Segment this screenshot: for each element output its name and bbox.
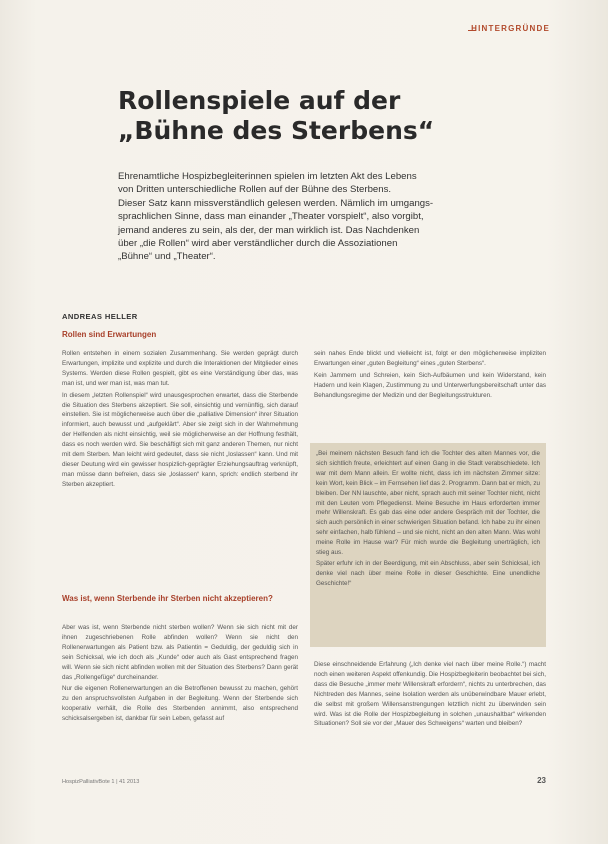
lead-line: „Bühne“ und „Theater“. — [118, 251, 216, 263]
column-2b-text — [314, 660, 546, 731]
quote-paragraph: „Bei meinem nächsten Besuch fand ich die Tochter des alten Mannes vor, die sich sichtlich freute, erleichtert auf einen Gang in die Stadt verabschiedete. Ich war mit dem Mann allein. Er wollte nicht, dass ich im nächsten Zimmer sitze: kein Wort, kein Blick – im Fernsehen lief das 2. Programm. Dann bat er mich, zu bleiben. Der NN lauschte, aber nicht, sprach auch mit seiner Tochter nicht, nicht mit den Leuten vom Pflegedienst. Meine Besuche im Haus erforderten immer mehr Willenskraft. Es gab das eine oder andere Gespräch mit der Tochter, die sich auch persönlich in einer schwierigen Situation befand. Ich habe zu ihr einen sehr einfachen, halb fühlend – und sie nicht, nicht an den alten Mann. Was wohl meine Rolle im Hause war? Für mich wurde die Begleitung unerträglich, ich stieg aus. — [316, 450, 540, 557]
section-heading-2: Was ist, wenn Sterbende ihr Sterben nicht akzeptieren? — [62, 594, 273, 603]
lead-line: von Dritten unterschiedliche Rollen auf der Bühne des Sterbens. — [118, 184, 392, 196]
column-2-text — [314, 349, 546, 403]
lead-line: Ehrenamtliche Hospizbegleiterinnen spielen im letzten Akt des Lebens — [118, 171, 417, 182]
paragraph: Nur die eigenen Rollenerwartungen an die Betroffenen bewusst zu machen, gehört zu den anspruchsvollsten Aufgaben in der Begleitung. Wenn der Sterbende sich kooperativ verhält, die Rolle des Sterbenden annimmt, also entsprechend schicksalsergeben ist, dankbar für sein Leben, gefasst auf — [62, 685, 298, 723]
paragraph: Rollen entstehen in einem sozialen Zusammenhang. Sie werden geprägt durch Erwartungen, implizite und explizite und durch die Interaktionen der Mitglieder eines Systems. Werden diese Rollen gespielt, gibt es eine Verständigung über das, was man ist, und wer man ist, was man tut. — [62, 350, 298, 387]
lead-line: sprachlichen Sinne, dass man einander „Theater vorspielt“, also vorgibt, — [118, 211, 424, 223]
column-1b-text — [62, 623, 298, 726]
title-line-1: Rollenspiele auf der — [118, 86, 401, 115]
author-name: ANDREAS HELLER — [62, 312, 138, 321]
article-lead — [118, 170, 498, 264]
paragraph: Kein Jammern und Schreien, kein Sich-Aufbäumen und kein Widerstand, kein Hadern und kein Klagen, Zustimmung zu und Unterwerfungsbereitschaft unter das Behandlungsregime der Medizin und der Begleitungsstrukturen. — [314, 371, 546, 399]
quote-box — [310, 443, 546, 647]
lead-line: über „die Rollen“ wird aber verständlicher durch die Assoziationen — [118, 238, 398, 250]
section-tag: HINTERGRÜNDE — [471, 24, 550, 33]
publication-footer: HospizPalliativBote 1 | 41 2013 — [62, 779, 140, 785]
paragraph: sein nahes Ende blickt und vielleicht ist, folgt er den möglicherweise impliziten Erwartungen einer „guten Begleitung“ eines „guten Sterbens“. — [314, 350, 546, 367]
quote-paragraph: Später erfuhr ich in der Beerdigung, mit ein Abschluss, aber sein Schicksal, ich denke viel nach über meine Rolle in dieser Geschichte. Eine unendliche Geschichte!“ — [316, 559, 540, 587]
paragraph: Diese einschneidende Erfahrung („Ich denke viel nach über meine Rolle.“) macht noch einen weiteren Aspekt offenkundig. Die Hospizbegleiterin beobachtet bei sich, dass die Besuche „immer mehr Willenskraft erfordern“, nichts zu unterbrechen, das Nichtreden des Mannes, seine Isolation werden als unüberwindbare Mauer erlebt, die selbst mit großem Willensanstrengungen letztlich nicht zu überwinden sein wird. Was ist die Rolle der Hospizbegleitung in solchen „unaushaltbar“ wirkenden Situationen? Soll sie vor der „Mauer des Schweigens“ warten und bleiben? — [314, 661, 546, 728]
column-1-text — [62, 349, 298, 492]
paragraph: Aber was ist, wenn Sterbende nicht sterben wollen? Wenn sie sich nicht mit der ihnen zugeschriebenen Rolle abfinden wollen? Wenn sie nicht den Rollenerwartungen als Patient bzw. als Patientin = Geduldig, der geduldig sich in sein Schicksal, wie ich doch als „Kunde“ oder auch als Gast entsprechend fragen will. Wenn sie sich nicht abfinden wollen mit der Situation des Sterbens? Dann gerät das „Rollengefüge“ durcheinander. — [62, 624, 298, 681]
section-heading-1: Rollen sind Erwartungen — [62, 330, 157, 339]
paragraph: In diesem „letzten Rollenspiel“ wird unausgesprochen erwartet, dass die Sterbende die Situation des Sterbens akzeptiert. Sie soll, einsichtig und vernünftig, sich darauf einstellen. Sie ist möglicherweise auch über die „palliative Dimension“ ihrer Situation informiert, auch bewusst und „aufgeklärt“. Aber sie zeigt sich in der Wahrnehmung der Helfenden als nicht einsichtig, weil sie möglicherweise an der Hoffnung festhält, dass es noch werden wird. Sie beschäftigt sich mit ganz anderen Themen, nur nicht mit dem Sterben. Man leicht wird gedeutet, dass sie nicht „loslassen“ kann. Und mit dieser Deutung wird ein gewisser hospizlich-geprägter Erziehungsauftrag verknüpft, man müsse dann befreien, dass sie „loslassen“ kann, sprich: endlich sterbend ihr Sterben akzeptiert. — [62, 391, 298, 488]
title-line-2: „Bühne des Sterbens“ — [118, 116, 435, 145]
lead-line: jemand anderes zu sein, als der, der man wirklich ist. Das Nachdenken — [118, 224, 420, 236]
page-number: 23 — [537, 776, 546, 785]
lead-line: Dieser Satz kann missverständlich gelesen werden. Nämlich im umgangs- — [118, 197, 434, 209]
article-title — [118, 86, 518, 146]
